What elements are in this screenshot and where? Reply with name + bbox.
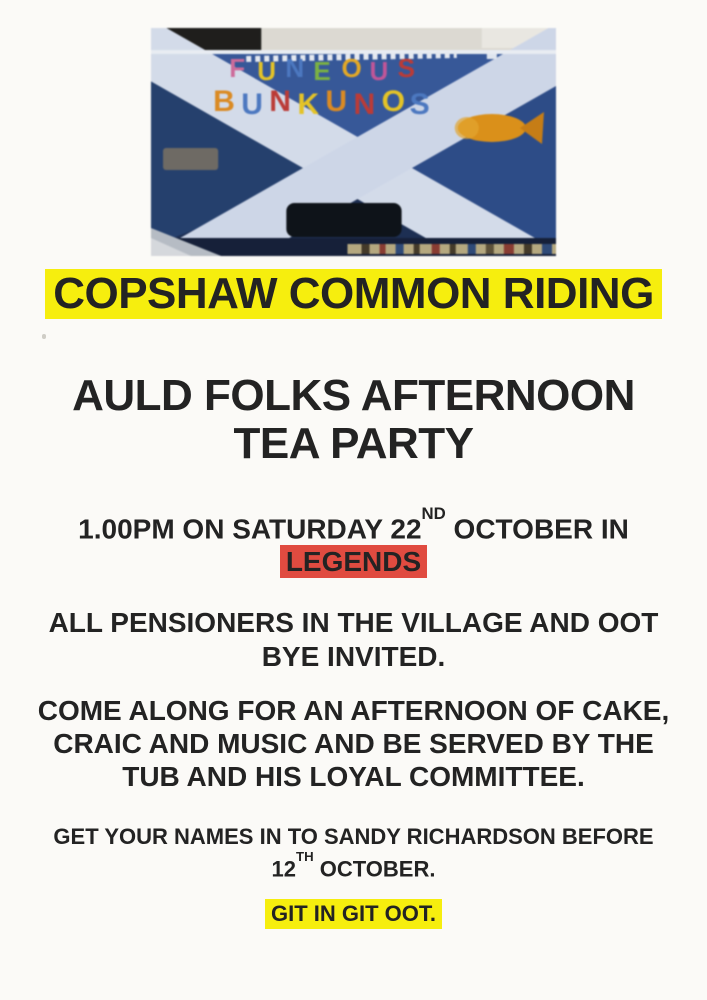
come-along-paragraph: [0, 694, 707, 793]
magnetic-letters-row-1: [229, 53, 415, 86]
dark-object-bottom: [286, 203, 401, 237]
scan-speck: [42, 334, 46, 339]
svg-text:N: N: [269, 85, 292, 118]
svg-text:U: U: [325, 85, 348, 118]
svg-text:E: E: [313, 56, 331, 86]
svg-text:F: F: [229, 53, 246, 83]
come-along-line1: COME ALONG FOR AN AFTERNOON OF CAKE,: [37, 695, 670, 726]
event-title-line1: AULD FOLKS AFTERNOON: [72, 371, 635, 420]
names-line1: GET YOUR NAMES IN TO SANDY RICHARDSON BEFORE: [53, 824, 654, 849]
date-line: 1.00PM ON SATURDAY 22ND OCTOBER IN: [78, 504, 629, 545]
venue-line: [0, 545, 707, 578]
headline: [0, 269, 707, 319]
gray-object: [163, 148, 218, 170]
saltire-flag-photo: [151, 28, 556, 256]
names-ordinal: TH: [296, 849, 314, 865]
saltire-flag-graphic: [151, 28, 556, 256]
venue-text: LEGENDS: [280, 545, 427, 578]
svg-text:O: O: [381, 85, 405, 118]
svg-text:S: S: [409, 88, 430, 121]
come-along-line3: TUB AND HIS LOYAL COMMITTEE.: [122, 761, 585, 792]
pensioners-paragraph: [0, 606, 707, 674]
event-title: [0, 372, 707, 468]
svg-text:O: O: [341, 53, 362, 83]
event-title-line2: TEA PARTY: [233, 419, 474, 468]
date-ordinal: ND: [421, 504, 446, 524]
date-and-venue: [0, 506, 707, 578]
svg-text:U: U: [241, 88, 263, 121]
names-line2: 12TH OCTOBER.: [271, 849, 436, 882]
svg-text:B: B: [213, 85, 235, 118]
svg-text:K: K: [297, 88, 320, 121]
footer-slogan: [0, 899, 707, 929]
svg-text:S: S: [397, 53, 415, 83]
pensioners-line2: BYE INVITED.: [261, 641, 446, 672]
svg-text:U: U: [369, 56, 389, 86]
pensioners-line1: ALL PENSIONERS IN THE VILLAGE AND OOT: [48, 607, 659, 638]
come-along-line2: CRAIC AND MUSIC AND BE SERVED BY THE: [53, 728, 654, 759]
svg-text:N: N: [285, 53, 305, 83]
headline-text: COPSHAW COMMON RIDING: [45, 269, 662, 319]
footer-text: GIT IN GIT OOT.: [265, 899, 442, 929]
names-paragraph: [0, 823, 707, 882]
svg-text:N: N: [353, 88, 376, 121]
svg-text:U: U: [257, 56, 277, 86]
